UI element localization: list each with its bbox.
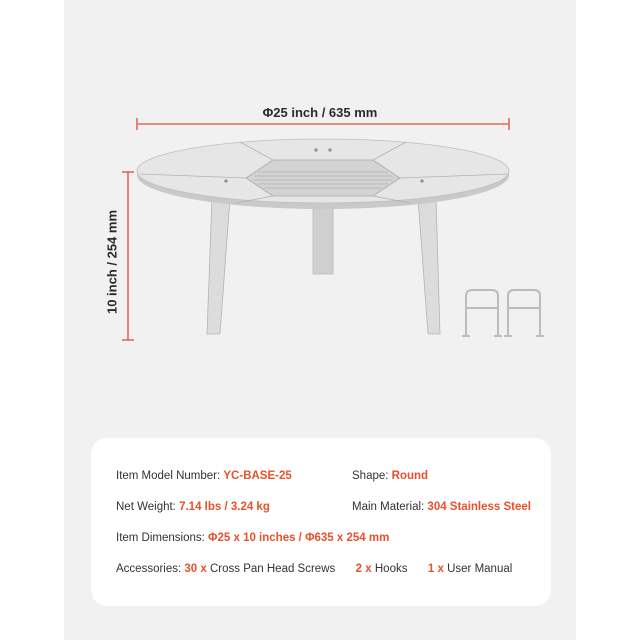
spec-hooks-name: Hooks xyxy=(374,563,408,575)
spec-weight-value: 7.14 lbs / 3.24 kg xyxy=(179,501,270,513)
spec-hooks-qty: 2 x xyxy=(355,563,372,575)
spec-material-value: 304 Stainless Steel xyxy=(427,501,531,513)
height-dimension-label: 10 inch / 254 mm xyxy=(104,209,120,315)
hook-icon xyxy=(462,290,502,336)
spec-dimensions xyxy=(116,532,389,544)
spec-shape xyxy=(352,470,428,482)
spec-material-label: Main Material: xyxy=(352,501,425,513)
spec-accessories-label: Accessories: xyxy=(116,563,182,575)
width-dimension-label: Φ25 inch / 635 mm xyxy=(262,105,378,120)
hook-icon xyxy=(504,290,544,336)
spec-dimensions-label: Item Dimensions: xyxy=(116,532,205,544)
spec-weight-label: Net Weight: xyxy=(116,501,176,513)
dimension-arrow-vertical xyxy=(122,172,134,340)
spec-shape-label: Shape: xyxy=(352,470,389,482)
table-illustration xyxy=(137,139,509,334)
spec-screws-name: Cross Pan Head Screws xyxy=(209,563,336,575)
spec-card xyxy=(91,438,551,606)
spec-material xyxy=(352,501,531,513)
spec-shape-value: Round xyxy=(391,470,429,482)
spec-manual-name: User Manual xyxy=(447,563,513,575)
spec-manual-qty: 1 x xyxy=(427,563,444,575)
spec-model-label: Item Model Number: xyxy=(116,470,221,482)
spec-screws-qty: 30 x xyxy=(184,563,207,575)
spec-model xyxy=(116,470,292,482)
spec-accessories xyxy=(116,563,512,575)
spec-dimensions-value: Φ25 x 10 inches / Φ635 x 254 mm xyxy=(208,532,390,544)
spec-weight xyxy=(116,501,270,513)
spec-model-value: YC-BASE-25 xyxy=(223,470,292,482)
